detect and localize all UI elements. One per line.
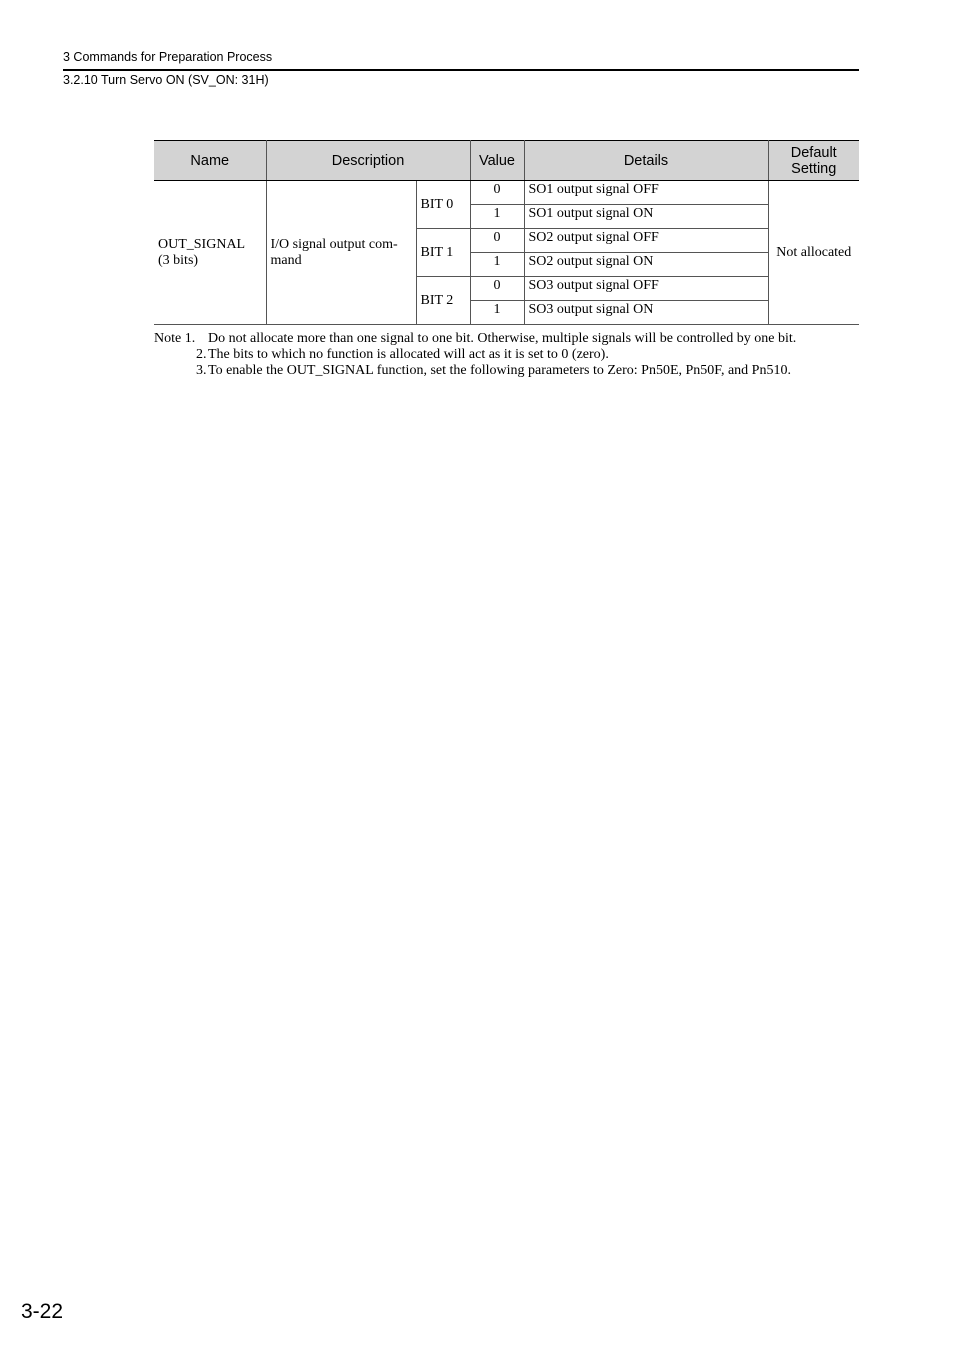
header-name: Name bbox=[154, 141, 266, 181]
section-title: 3.2.10 Turn Servo ON (SV_ON: 31H) bbox=[63, 73, 269, 87]
cell-value: 1 bbox=[470, 301, 524, 325]
page-number: 3-22 bbox=[21, 1300, 64, 1323]
cell-details: SO1 output signal ON bbox=[524, 205, 768, 229]
header-default-setting bbox=[768, 141, 859, 181]
header-description: Description bbox=[266, 141, 470, 181]
name-line2: (3 bits) bbox=[158, 252, 199, 268]
cell-details: SO1 output signal OFF bbox=[524, 181, 768, 205]
cell-value: 0 bbox=[470, 229, 524, 253]
description-line2: mand bbox=[270, 252, 302, 268]
cell-details: SO3 output signal OFF bbox=[524, 277, 768, 301]
note-text: The bits to which no function is allocated will act as it is set to 0 (zero). bbox=[208, 347, 609, 362]
note-text: To enable the OUT_SIGNAL function, set the following parameters to Zero: Pn50E, Pn50F, and Pn510. bbox=[208, 363, 791, 378]
note-label bbox=[154, 363, 208, 379]
cell-description bbox=[266, 181, 416, 325]
table-row bbox=[154, 181, 859, 205]
note-item bbox=[154, 331, 859, 347]
header-default-line1: Default bbox=[790, 144, 837, 161]
cell-default-setting: Not allocated bbox=[768, 181, 859, 325]
page-header bbox=[63, 50, 859, 88]
header-default-line2: Setting bbox=[791, 160, 837, 177]
out-signal-table bbox=[154, 140, 859, 325]
cell-bit-label: BIT 2 bbox=[416, 277, 470, 325]
cell-details: SO2 output signal OFF bbox=[524, 229, 768, 253]
description-line1: I/O signal output com- bbox=[270, 236, 398, 252]
note-number: 3. bbox=[196, 363, 207, 378]
note-text: Do not allocate more than one signal to one bit. Otherwise, multiple signals will be controlled by one bit. bbox=[208, 331, 797, 346]
table-notes bbox=[154, 331, 859, 379]
cell-bit-label: BIT 1 bbox=[416, 229, 470, 277]
cell-details: SO3 output signal ON bbox=[524, 301, 768, 325]
note-label: Note 1. bbox=[154, 331, 196, 346]
chapter-title: 3 Commands for Preparation Process bbox=[63, 50, 859, 71]
cell-name bbox=[154, 181, 266, 325]
table-header-row bbox=[154, 141, 859, 181]
cell-bit-label: BIT 0 bbox=[416, 181, 470, 229]
cell-value: 0 bbox=[470, 181, 524, 205]
cell-value: 1 bbox=[470, 205, 524, 229]
note-item bbox=[154, 363, 859, 379]
header-value: Value bbox=[470, 141, 524, 181]
cell-value: 0 bbox=[470, 277, 524, 301]
note-item bbox=[154, 347, 859, 363]
note-number: 2. bbox=[196, 347, 207, 362]
note-label bbox=[154, 347, 208, 363]
header-details: Details bbox=[524, 141, 768, 181]
cell-details: SO2 output signal ON bbox=[524, 253, 768, 277]
name-line1: OUT_SIGNAL bbox=[158, 236, 246, 252]
cell-value: 1 bbox=[470, 253, 524, 277]
